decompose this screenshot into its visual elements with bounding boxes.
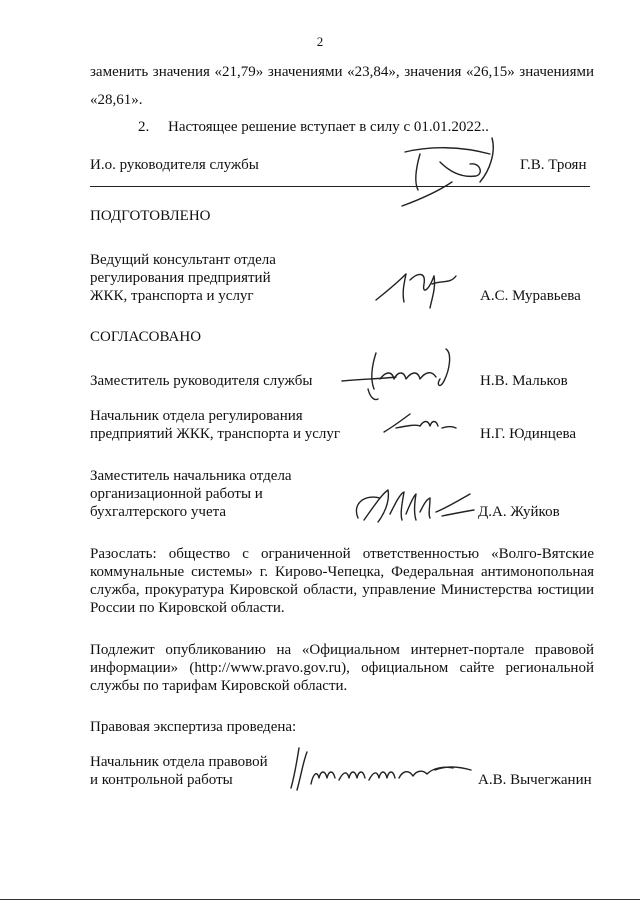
head-signature-rule xyxy=(90,186,590,187)
signer-2-position-line-2: предприятий ЖКК, транспорта и услуг xyxy=(90,426,341,442)
publication-line-3: службы по тарифам Кировской области. xyxy=(90,678,348,694)
distribution-line-4: России по Кировской области. xyxy=(90,600,285,616)
signer-3-position-line-3: бухгалтерского учета xyxy=(90,504,227,520)
signer-3-name: Д.А. Жуйков xyxy=(478,504,560,520)
distribution-line-3: служба, прокуратура Кировской области, управление Министерства юстиции xyxy=(90,582,594,598)
head-name: Г.В. Троян xyxy=(520,157,587,173)
signer-3-position-line-2: организационной работы и xyxy=(90,486,263,502)
prepared-position-line-1: Ведущий консультант отдела xyxy=(90,252,276,268)
signer-2-signature xyxy=(380,408,460,438)
prepared-heading: ПОДГОТОВЛЕНО xyxy=(90,208,211,224)
head-position: И.о. руководителя службы xyxy=(90,157,259,173)
agreed-heading: СОГЛАСОВАНО xyxy=(90,329,202,345)
page-number: 2 xyxy=(316,34,324,49)
prepared-position-line-3: ЖКК, транспорта и услуг xyxy=(90,288,254,304)
signer-3-position-line-1: Заместитель начальника отдела xyxy=(90,468,292,484)
publication-line-1: Подлежит опубликованию на «Официальном интернет-портале правовой xyxy=(90,642,594,658)
item-number: 2. xyxy=(138,119,150,135)
legal-review-signature xyxy=(285,744,485,794)
signer-2-position-line-1: Начальник отдела регулирования xyxy=(90,408,303,424)
legal-review-text: Правовая экспертиза проведена: xyxy=(90,719,297,735)
distribution-line-2: коммунальные системы» г. Кирово-Чепецка, Федеральная антимонопольная xyxy=(90,564,594,580)
legal-review-name: А.В. Вычегжанин xyxy=(478,772,592,788)
legal-review-position-line-2: и контрольной работы xyxy=(90,772,233,788)
prepared-position-line-2: регулирования предприятий xyxy=(90,270,271,286)
intro-line-1: заменить значения «21,79» значениями «23,84», значения «26,15» значениями xyxy=(90,64,594,80)
legal-review-position-line-1: Начальник отдела правовой xyxy=(90,754,268,770)
signer-1-name: Н.В. Мальков xyxy=(480,373,568,389)
intro-line-2: «28,61». xyxy=(90,92,143,108)
distribution-line-1: Разослать: общество с ограниченной ответственностью «Волго-Вятские xyxy=(90,546,594,562)
page-bottom-edge xyxy=(0,899,640,900)
signer-1-signature xyxy=(340,345,470,405)
signer-1-position: Заместитель руководителя службы xyxy=(90,373,313,389)
signer-3-signature xyxy=(350,484,480,532)
signer-2-name: Н.Г. Юдинцева xyxy=(480,426,577,442)
prepared-name: А.С. Муравьева xyxy=(480,288,581,304)
item-text: Настоящее решение вступает в силу с 01.01.2022.. xyxy=(168,119,489,135)
prepared-signature xyxy=(370,262,470,312)
publication-line-2: информации» (http://www.pravo.gov.ru), официальном сайте региональной xyxy=(90,660,594,676)
head-signature xyxy=(380,132,510,212)
